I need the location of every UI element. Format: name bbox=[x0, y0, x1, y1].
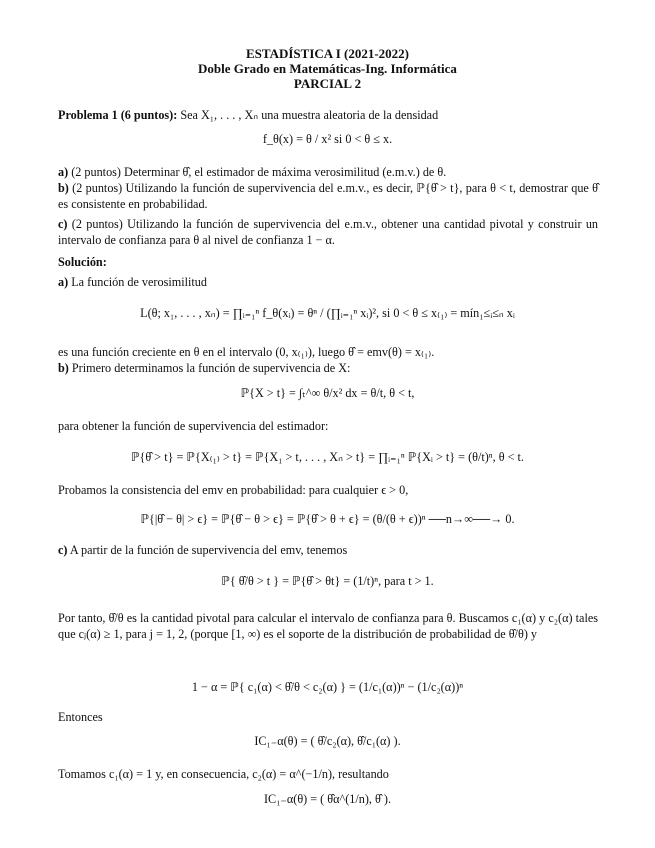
pivot-equation: ℙ{ θ̂/θ > t } = ℙ{θ̂ > θt} = (1/t)ⁿ, para t > 1. bbox=[221, 574, 434, 588]
solution-b-label: b) bbox=[58, 361, 69, 375]
solution-b-consistency: Probamos la consistencia del emv en probabilidad: para cualquier ϵ > 0, bbox=[58, 483, 409, 497]
solution-a-conclusion: es una función creciente en θ en el intervalo (0, x₍₁₎), luego θ̂ = emv(θ) = x₍₁₎. bbox=[58, 345, 435, 359]
problem-intro: Sea X₁, . . . , Xₙ una muestra aleatoria de la densidad bbox=[180, 108, 439, 122]
part-c-text: (2 puntos) Utilizando la función de supervivencia del e.m.v., obtener una cantidad pivotal y construir un intervalo de confianza para θ al nivel de confianza 1 − α. bbox=[58, 217, 599, 247]
solution-c-intro-line bbox=[58, 542, 598, 558]
exam-name: PARCIAL 2 bbox=[293, 76, 362, 91]
degree-subtitle: Doble Grado en Matemáticas-Ing. Informática bbox=[198, 61, 457, 76]
final-interval-equation: IC₁₋α(θ) = ( θ̂α^(1/n), θ̂ ). bbox=[264, 792, 391, 806]
part-a-question bbox=[58, 164, 598, 180]
survival-x-equation: ℙ{X > t} = ∫ₜ^∞ θ/x² dx = θ/t, θ < t, bbox=[240, 386, 415, 400]
confidence-level-equation: 1 − α = ℙ{ c₁(α) < θ̂/θ < c₂(α) } = (1/c₁(α))ⁿ − (1/c₂(α))ⁿ bbox=[191, 680, 464, 694]
solution-a-label: a) bbox=[58, 275, 69, 289]
solution-heading: Solución: bbox=[58, 255, 107, 269]
part-a-text: (2 puntos) Determinar θ̂, el estimador de máxima verosimilitud (e.m.v.) de θ. bbox=[71, 165, 447, 179]
density-equation: f_θ(x) = θ / x² si 0 < θ ≤ x. bbox=[262, 132, 393, 146]
consistency-equation: ℙ{|θ̂ − θ| > ϵ} = ℙ{θ̂ − θ > ϵ} = ℙ{θ̂ > θ + ϵ} = (θ/(θ + ϵ))ⁿ ──n→∞──→ 0. bbox=[140, 512, 515, 526]
part-b-question bbox=[58, 180, 598, 212]
solution-c-text: Por tanto, θ̂/θ es la cantidad pivotal para calcular el intervalo de confianza para θ. Buscamos c₁(α) y c₂(α) tales que cⱼ(α) ≥ 1, para j = 1, 2, (porque [1, ∞) es el soporte de la distribución de probabilidad de θ̂/θ) y bbox=[58, 611, 598, 641]
part-c-label: c) bbox=[58, 217, 68, 231]
solution-a-intro: La función de verosimilitud bbox=[71, 275, 207, 289]
course-title: ESTADÍSTICA I (2021-2022) bbox=[245, 46, 409, 61]
solution-c-then: Entonces bbox=[58, 710, 103, 724]
problem-label: Problema 1 (6 puntos): bbox=[58, 108, 178, 122]
part-a-label: a) bbox=[58, 165, 69, 179]
solution-c-label: c) bbox=[58, 543, 68, 557]
solution-c-intro: A partir de la función de supervivencia del emv, tenemos bbox=[69, 543, 348, 557]
problem-statement bbox=[58, 107, 598, 123]
interval-equation: IC₁₋α(θ) = ( θ̂/c₂(α), θ̂/c₁(α) ). bbox=[254, 734, 401, 748]
likelihood-equation: L(θ; x₁, . . . , xₙ) = ∏ᵢ₌₁ⁿ f_θ(xᵢ) = θⁿ / (∏ᵢ₌₁ⁿ xᵢ)², si 0 < θ ≤ x₍₁₎ = mín₁≤ᵢ≤ₙ xᵢ bbox=[140, 306, 515, 320]
solution-b-mid: para obtener la función de supervivencia del estimador: bbox=[58, 419, 329, 433]
part-b-label: b) bbox=[58, 181, 69, 195]
solution-b-intro-line bbox=[58, 360, 598, 376]
part-b-text: (2 puntos) Utilizando la función de supervivencia del e.m.v., es decir, ℙ{θ̂ > t}, para θ < t, demostrar que θ̂ es consistente en probabilidad. bbox=[58, 181, 599, 211]
solution-c-final: Tomamos c₁(α) = 1 y, en consecuencia, c₂(α) = α^(−1/n), resultando bbox=[58, 767, 389, 781]
solution-a-intro-line bbox=[58, 274, 598, 290]
survival-estimator-equation: ℙ{θ̂ > t} = ℙ{X₍₁₎ > t} = ℙ{X₁ > t, . . . , Xₙ > t} = ∏ᵢ₌₁ⁿ ℙ{Xᵢ > t} = (θ/t)ⁿ, θ < t. bbox=[131, 450, 524, 464]
part-c-question bbox=[58, 216, 598, 248]
solution-b-intro: Primero determinamos la función de supervivencia de X: bbox=[71, 361, 351, 375]
